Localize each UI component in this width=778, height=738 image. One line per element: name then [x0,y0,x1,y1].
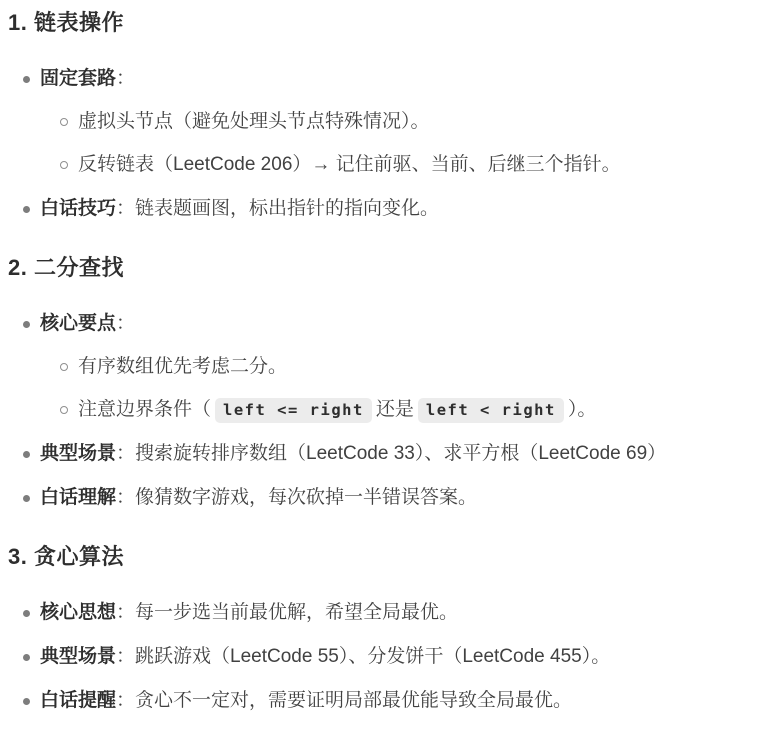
topic-item [40,440,770,468]
sub-topic-text: 有序数组优先考虑二分。 [78,356,288,377]
topic-text: ：每一步选当前最优解，希望全局最优。 [116,602,459,623]
section-title: 3. 贪心算法 [8,544,124,569]
topic-label: 典型场景 [40,443,117,464]
inline-code: left <= right [215,398,372,423]
topic-list [8,65,770,223]
topic-label: 核心思想 [40,602,117,623]
topic-item [40,484,770,512]
topic-text: ：像猜数字游戏，每次砍掉一半错误答案。 [116,487,478,508]
topic-text: ：链表题画图，标出指针的指向变化。 [116,198,440,219]
topic-label: 核心要点 [40,313,117,334]
section-binary-search [8,253,770,512]
sub-topic-list [40,108,770,179]
section-linked-list [8,8,770,223]
topic-item [40,687,770,715]
topic-label: 白话理解 [40,487,117,508]
topic-text: ： [116,313,136,334]
sub-topic-text: 还是 [375,399,414,420]
topic-text: ：贪心不一定对，需要证明局部最优能导致全局最优。 [116,690,573,711]
topic-item [40,65,770,179]
section-title: 1. 链表操作 [8,10,124,35]
sub-topic-item [78,396,770,424]
sub-topic-text: 注意边界条件（ [78,399,212,420]
topic-label: 典型场景 [40,646,117,667]
topic-item [40,310,770,424]
section-title: 2. 二分查找 [8,255,124,280]
sub-topic-item [78,108,770,136]
topic-item [40,643,770,671]
inline-code: left < right [418,398,564,423]
topic-list [8,599,770,715]
topic-label: 白话提醒 [40,690,117,711]
sub-topic-text: ）。 [567,399,597,420]
sub-topic-text: 反转链表（LeetCode 206）→ 记住前驱、当前、后继三个指针。 [78,154,621,175]
topic-item [40,599,770,627]
sub-topic-text: 虚拟头节点（避免处理头节点特殊情况）。 [78,111,430,132]
section-greedy [8,542,770,715]
sub-topic-item [78,151,770,179]
topic-item [40,195,770,223]
topic-label: 固定套路 [40,68,117,89]
topic-text: ：跳跃游戏（LeetCode 55）、分发饼干（LeetCode 455）。 [116,646,611,667]
topic-text: ：搜索旋转排序数组（LeetCode 33）、求平方根（LeetCode 69） [116,443,667,464]
topic-text: ： [116,68,136,89]
sub-topic-list [40,353,770,424]
sub-topic-item [78,353,770,381]
topic-label: 白话技巧 [40,198,117,219]
topic-list [8,310,770,512]
